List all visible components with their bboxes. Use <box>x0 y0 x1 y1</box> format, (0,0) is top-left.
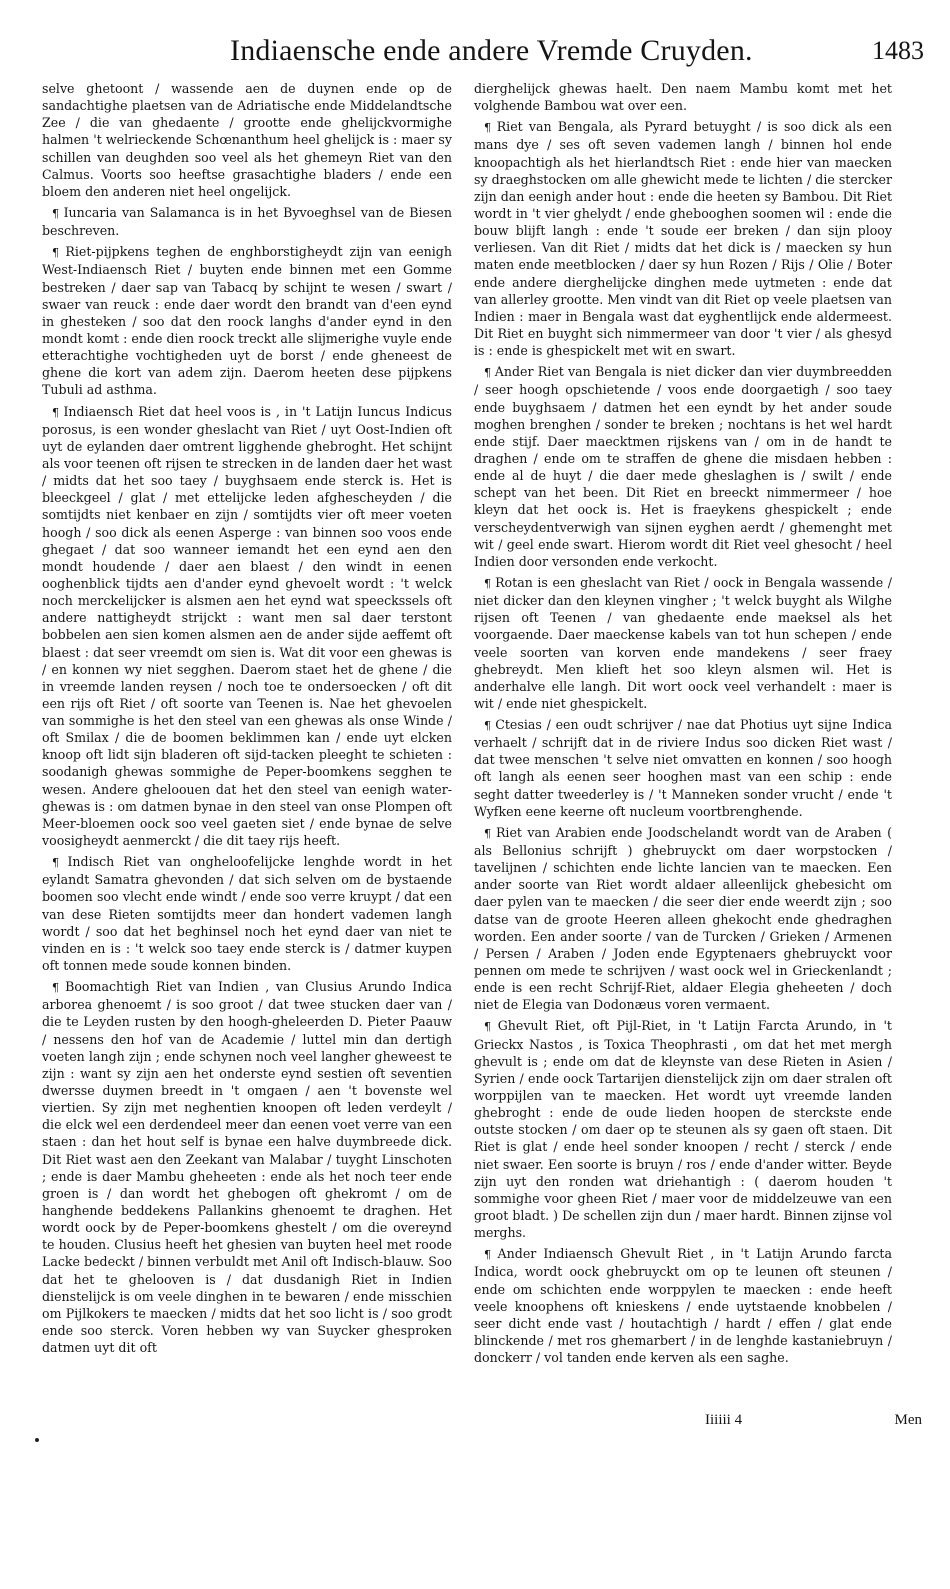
running-head: Indiaensche ende andere Vremde Cruyden. <box>230 34 753 67</box>
entry-paragraph: ¶ Riet van Arabien ende Joodschelandt wordt van de Araben ( als Bellonius schrijft ) ghebruyckt om daer worpstocken / tavelijnen / schichten ende lichte lancien van te maecken. Een ander soorte van Riet wordt aldaer alleenlijck ghebesicht om daer pylen van te maecken / die seer dier ende weerdt zijn ; soo datse van de groote Heeren alleen ghekocht ende ghedraghen worden. Een ander soorte / van de Turcken / Grieken / Armenen / Persen / Araben / Joden ende Egyptenaers ghebruyckt voor pennen om mede te schrijven / wast oock wel in Grieckenlandt ; ende is een recht Schrijf-Riet, aldaer Elegia gheheeten / doch niet de Elegia van Dodonæus voren vermaent. <box>474 824 892 1014</box>
entry-paragraph: ¶ Iuncaria van Salamanca is in het Byvoeghsel van de Biesen beschreven. <box>42 204 452 239</box>
entry-paragraph: ¶ Rotan is een gheslacht van Riet / oock in Bengala wassende / niet dicker dan den kleynen vingher ; 't welck buyght als Wilghe rijsen oft Teenen / van ghedaente ende maeksel als het voorgaende. Daer maeckense kabels van tot hun schepen / ende veele soorten van korven ende mandekens / seer fraey ghebreydt. Men klieft het soo kleyn alsmen wil. Het is anderhalve elle langh. Dit wort oock veel verhandelt : maer is wit / ende niet ghespickelt. <box>474 574 892 712</box>
page-number: 1483 <box>872 36 924 65</box>
ink-dot <box>35 1438 39 1442</box>
entry-paragraph: ¶ Riet-pijpkens teghen de enghborstigheydt zijn van eenigh West-Indiaensch Riet / buyten ende binnen met een Gomme bestreken / daer sap van Tabacq by schijnt te wesen / swart / swaer van reuck : ende daer wordt den brandt van d'een eynd in ghesteken / soo dat den roock langhs d'ander eynd in den mondt komt : ende dien roock treckt alle slijmerighe vuyle ende etterachtighe vochtigheden uyt de borst / ende gheneest de ghene die kort van adem zijn. Daerom heeten dese pijpkens Tubuli ad asthma. <box>42 243 452 398</box>
entry-paragraph: ¶ Riet van Bengala, als Pyrard betuyght / is soo dick als een mans dye / ses oft seven vademen langh / binnen hol ende knoopachtigh als het hierlandtsch Riet : ende hier van maecken sy draeghstocken om alle ghewicht mede te lichten / die stercker zijn dan eenigh ander hout : ende die heeten sy Bambou. Dit Riet wordt in 't vier ghelydt / ende ghebooghen soomen wil : ende die bouw blijft langh : ende 't soude eer breken / dan sijn plooy verliesen. Van dit Riet / midts dat het dick is / maecken sy hun maten ende meetblocken / daer sy hun Rozen / Rijs / Olie / Boter ende andere dierghelijcke dinghen mede uytmeten : ende dat van allerley grootte. Men vindt van dit Riet op veele plaetsen van Indien : maer in Bengala wast dat eyghentlijck ende aldermeest. Dit Riet en buyght sich nimmermeer van door 't vier / als ghesyd is : ende is ghespickelt met wit en swart. <box>474 118 892 359</box>
right-column <box>474 80 892 1366</box>
entry-paragraph: ¶ Boomachtigh Riet van Indien , van Clusius Arundo Indica arborea ghenoemt / is soo groot / dat twee stucken daer van / die te Leyden rusten by den hoogh-gheleerden D. Pieter Paauw / nessens den hof van de Academie / luttel min dan dertigh voeten langh zijn ; ende schynen noch veel langher gheweest te zijn : want sy zijn aen het onderste eynd sestien oft seventien dwersse duymen breedt in 't omgaen / aen 't bovenste wel viertien. Sy zijn met neghentien knoopen oft leden verdeylt / die elck wel een derdendeel meer dan eenen voet verre van een staen : dan het hout self is bynae een halve duymbreede dick. Dit Riet wast aen den Zeekant van Malabar / tuyght Linschoten ; ende is daer Mambu gheheeten : ende als het noch teer ende groen is / dan wordt het ghebogen oft ghekromt / om de hanghende beddekens Pallankins ghenoemt te draghen. Het wordt oock by de Peper-boomkens ghestelt / om die overeynd te houden. Clusius heeft het ghesien van buyten heel met roode Lacke bedeckt / binnen verbuldt met Anil oft Indisch-blauw. Soo dat het te ghelooven is / dat dusdanigh Riet in Indien dienstelijck is om veele dinghen in te bewaren / ende misschien om Pijlkokers te maecken / midts dat het soo licht is / soo grodt ende soo sterck. Voren hebben wy van Suycker ghesproken datmen uyt dit oft <box>42 978 452 1356</box>
entry-paragraph: ¶ Indiaensch Riet dat heel voos is , in 't Latijn Iuncus Indicus porosus, is een wonder gheslacht van Riet / uyt Oost-Indien oft uyt de eylanden daer omtrent ligghende ghebroght. Het schijnt als voor teenen oft rijsen te strecken in de landen daer het wast / midts dat het soo taey / buyghsaem ende sterck is. Het is bleeckgeel / glat / met ettelijcke leden afghescheyden / die somtijdts niet kenbaer en zijn / somtijdts vier oft meer voeten hoogh / soo dick als eenen Asperge : van binnen soo voos ende ghegaet / dat soo wanneer iemandt het een eynd aen den mondt houdende / daer aen blaest / den windt in eenen ooghenblick tijdts aen d'ander eynd ghevoelt wordt : 't welck noch merckelijcker is alsmen aen het eynd wat speeckssels oft andere nattigheydt strijckt : want men sal daer terstont bobbelen aen sien komen alsmen aen de ander sijde aeffemt oft blaest : dat seer vreemdt om sien is. Wat dit voor een ghewas is / en konnen wy niet segghen. Daerom staet het de ghene / die in vreemde landen reysen / noch toe te ondersoecken / oft dit een rijs oft Riet / oft soorte van Teenen is. Nae het ghevoelen van sommighe is het den steel van een ghewas als onse Winde / oft Smilax / die de boomen beklimmen kan / ende uyt elcken knoop oft lidt sijn bladeren oft sijd-tacken pleeght te schieten : soodanigh ghewas sommighe de Peper-boomkens segghen te wesen. Andere gheloouen dat het den steel van eenigh water-ghewas is : om datmen bynae in den steel van onse Plompen oft Meer-bloemen oock soo veel gaeten siet / ende bynae de selve voosigheydt aenmerckt / die dit taey rijs heeft. <box>42 403 452 850</box>
left-column <box>42 80 452 1356</box>
catchword: Men <box>894 1412 922 1428</box>
paragraph: selve ghetoont / wassende aen de duynen ende op de sandachtighe plaetsen van de Adriatische ende Middelandtsche Zee / die van ghedaente / grootte ende ghelijckvormighe halmen 't welrieckende Schœnanthum heel ghelijck is : maer sy schillen van deughden soo veel als het ghemeyn Riet van den Calmus. Voorts soo heeftse grasachtighe bladers / ende een bloem den anderen niet heel ongelijck. <box>42 81 452 199</box>
entry-paragraph: ¶ Ander Indiaensch Ghevult Riet , in 't Latijn Arundo farcta Indica, wordt oock ghebruyckt om op te leunen oft steunen / ende om schichten ende worppylen te maecken : ende heeft veele knoophens oft knieskens / ende uytstaende knobbelen / seer dicht ende vast / houtachtigh / hardt / effen / glat ende blinckende / met ros ghemarbert / in de lenghde kastaniebruyn / donckerr / vol tanden ende kerven als een saghe. <box>474 1245 892 1366</box>
entry-paragraph: ¶ Ander Riet van Bengala is niet dicker dan vier duymbreedden / seer hoogh opschietende / voos ende doorgaetigh / soo taey ende buyghsaem / datmen het een eyndt by het ander soude moghen brenghen / sonder te breken ; nochtans is het wel hardt ende stijf. Daer maecktmen rijskens van / om in de handt te draghen / ende om te straffen de ghene die misdaen hebben : ende al de huyt / die daer mede gheslaghen is / swilt / ende schept van het been. Dit Riet en breeckt nimmermeer / hoe kleyn dat het oock is. Het is fraeykens ghespickelt ; ende verscheydentverwigh van sijnen eyghen aerdt / ghemenght met wit / geel ende swart. Hierom wordt dit Riet veel ghesocht / heel Indien door versonden ende verkocht. <box>474 363 892 570</box>
entry-paragraph: ¶ Ctesias / een oudt schrijver / nae dat Photius uyt sijne Indica verhaelt / schrijft dat in de riviere Indus soo dicken Riet wast / dat twee menschen 't selve niet omvatten en konnen / soo hoogh oft langh als eenen seer hooghen mast van een schip : ende seght datter tweederley is / 't Manneken sonder vrucht / ende 't Wyfken eene keerne oft nucleum voortbrenghende. <box>474 716 892 820</box>
signature-mark: Iiiiii 4 <box>705 1412 743 1428</box>
entry-paragraph: ¶ Ghevult Riet, oft Pijl-Riet, in 't Latijn Farcta Arundo, in 't Grieckx Nastos , is Toxica Theophrasti , om dat het met mergh ghevult is ; ende om dat de kleynste van dese Rieten in Asien / Syrien / ende oock Tartarijen dienstelijck zijn om daer stralen oft worppijlen van te maecken. Het wordt uyt vreemde landen ghebroght : ende de oude lieden hoopen de sterckste ende outste stocken / om daer op te steunen als sy gaen oft staen. Dit Riet is glat / ende heel sonder knoopen / recht / sterck / ende niet swaer. Een soorte is bruyn / ros / ende d'ander witter. Beyde zijn uyt den ronden wat driehantigh : ( daerom houden 't sommighe voor gheen Riet / maer voor de middelzeuwe van een groot bladt. ) De schellen zijn dun / maer hardt. Binnen zijnse vol merghs. <box>474 1017 892 1241</box>
entry-paragraph: ¶ Indisch Riet van ongheloofelijcke lenghde wordt in het eylandt Samatra ghevonden / dat sich selven om de bystaende boomen soo vlecht ende windt / ende soo verre kruypt / dat een van dese Rieten somtijdts meer dan hondert vademen langh wordt / soo dat het beghinsel noch het eynd daer van niet te vinden en is : 't welck soo taey ende sterck is / datmer kuypen oft tonnen mede soude konnen binden. <box>42 853 452 974</box>
paragraph: dierghelijck ghewas haelt. Den naem Mambu komt met het volghende Bambou wat over een. <box>474 81 892 114</box>
